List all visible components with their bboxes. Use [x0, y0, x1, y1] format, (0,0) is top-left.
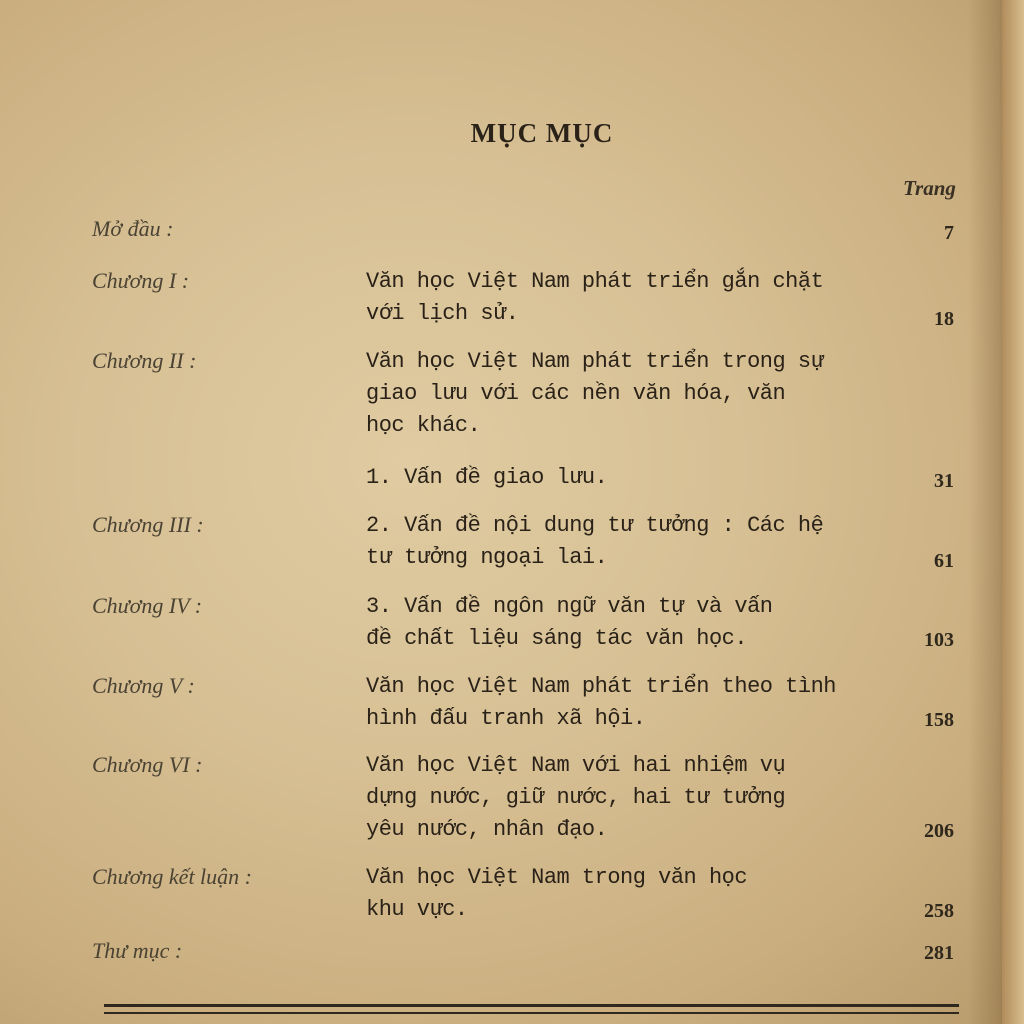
- entry-line: khu vực.: [366, 897, 468, 922]
- entry-text: [366, 750, 906, 846]
- bottom-rule: [104, 1012, 959, 1014]
- entry-line: Văn học Việt Nam trong văn học: [366, 865, 748, 890]
- page-title: MỤC MỤC: [470, 118, 614, 148]
- entry-text: [366, 510, 906, 574]
- entry-line: 2. Vấn đề nội dung tư tưởng : Các hệ: [366, 513, 824, 538]
- entry-label: Chương I :: [92, 268, 190, 293]
- entry-line: yêu nước, nhân đạo.: [366, 817, 608, 842]
- entry-label: Mở đầu :: [92, 216, 174, 241]
- entry-label: Chương II :: [92, 348, 197, 373]
- entry-label: Chương kết luận :: [92, 864, 252, 889]
- entry-page: 103: [924, 629, 954, 651]
- entry-text: [366, 591, 906, 655]
- entry-line: học khác.: [366, 413, 481, 438]
- entry-label: Chương V :: [92, 673, 195, 698]
- entry-page: 31: [934, 470, 954, 492]
- entry-page: 206: [924, 820, 954, 842]
- bottom-rule: [104, 1004, 959, 1007]
- entry-page: 281: [924, 942, 954, 964]
- entry-label: Thư mục :: [92, 938, 183, 963]
- entry-line: 1. Vấn đề giao lưu.: [366, 465, 608, 490]
- entry-text: [366, 671, 906, 735]
- entry-label: Chương IV :: [92, 593, 203, 618]
- entry-page: 18: [934, 308, 954, 330]
- entry-page: 61: [934, 550, 954, 572]
- entry-page: 158: [924, 709, 954, 731]
- entry-text: [366, 862, 906, 926]
- entry-line: Văn học Việt Nam phát triển theo tình: [366, 674, 836, 699]
- page-edge: [1002, 0, 1024, 1024]
- entry-text: [366, 346, 906, 442]
- entry-line: 3. Vấn đề ngôn ngữ văn tự và vấn: [366, 594, 773, 619]
- entry-text: [366, 266, 906, 330]
- entry-line: tư tưởng ngoại lai.: [366, 545, 608, 570]
- entry-label: Chương VI :: [92, 752, 203, 777]
- entry-page: 258: [924, 900, 954, 922]
- entry-line: Văn học Việt Nam phát triển trong sự: [366, 349, 824, 374]
- entry-line: đề chất liệu sáng tác văn học.: [366, 626, 748, 651]
- entry-line: Văn học Việt Nam phát triển gắn chặt: [366, 269, 824, 294]
- entry-line: dựng nước, giữ nước, hai tư tưởng: [366, 785, 786, 810]
- entry-label: Chương III :: [92, 512, 204, 537]
- entry-line: với lịch sử.: [366, 301, 519, 326]
- entry-line: Văn học Việt Nam với hai nhiệm vụ: [366, 753, 786, 778]
- entry-line: giao lưu với các nền văn hóa, văn: [366, 381, 786, 406]
- entry-text: [366, 462, 906, 494]
- entry-line: hình đấu tranh xã hội.: [366, 706, 646, 731]
- entry-page: 7: [944, 222, 954, 244]
- page-column-header: Trang: [903, 176, 956, 200]
